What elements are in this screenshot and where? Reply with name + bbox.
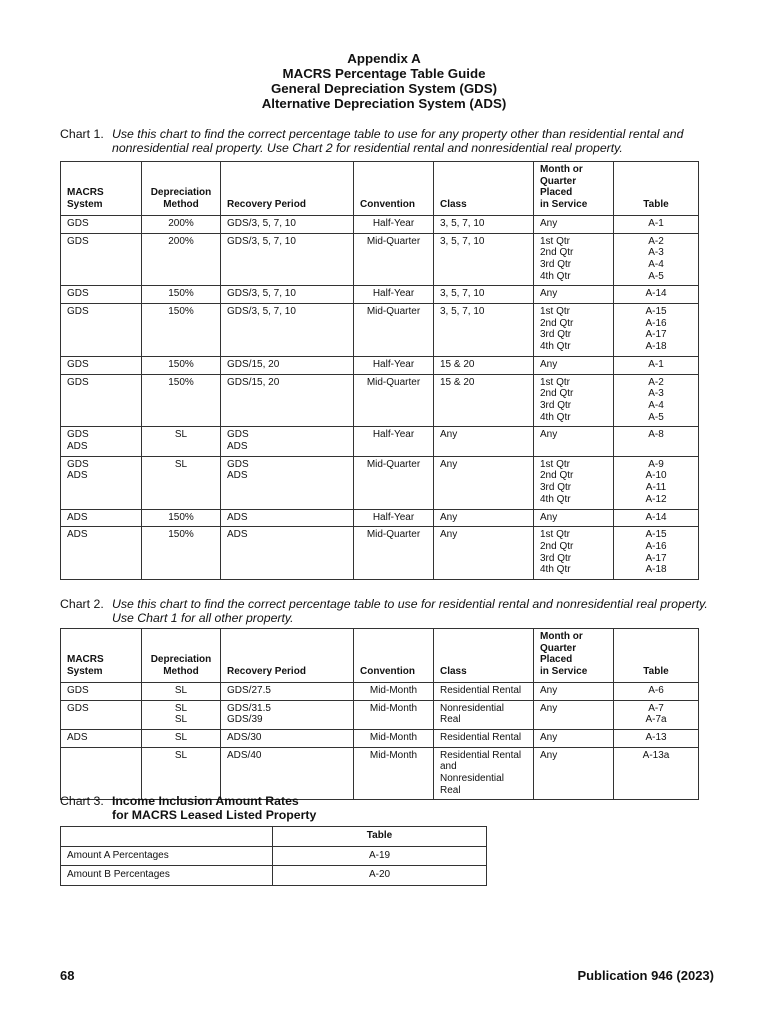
chart3-header-row (61, 827, 487, 847)
chart1-cell-class: Any (434, 509, 534, 527)
chart1-cell-recovery-period: GDS/3, 5, 7, 10 (221, 304, 354, 357)
chart1-header-table: Table (614, 162, 699, 216)
chart2-header-recovery-period: Recovery Period (221, 629, 354, 683)
chart2-cell-class: Residential Rental (434, 729, 534, 747)
table-row (61, 846, 487, 866)
chart1-cell-recovery-period: GDS ADS (221, 456, 354, 509)
chart1-cell-convention: Half-Year (354, 509, 434, 527)
chart1-cell-macrs-system: GDS (61, 356, 142, 374)
chart2-header-table: Table (614, 629, 699, 683)
chart3-title-line2: for MACRS Leased Listed Property (112, 807, 317, 822)
chart1-header-macrs-system: MACRS System (61, 162, 142, 216)
chart3-intro (60, 795, 720, 822)
chart2-cell-recovery-period: GDS/27.5 (221, 682, 354, 700)
chart2-cell-placed-in-service: Any (534, 747, 614, 800)
chart2-cell-class: Nonresidential Real (434, 700, 534, 729)
chart1-cell-table: A-1 (614, 215, 699, 233)
chart1-cell-placed-in-service: Any (534, 215, 614, 233)
chart1-cell-recovery-period: GDS/3, 5, 7, 10 (221, 286, 354, 304)
table-row (61, 866, 487, 886)
ads-title: Alternative Depreciation System (ADS) (261, 96, 507, 111)
chart1-cell-class: 3, 5, 7, 10 (434, 304, 534, 357)
chart1-cell-recovery-period: ADS (221, 509, 354, 527)
chart2-cell-macrs-system: GDS (61, 682, 142, 700)
chart3-label: Chart 3. (60, 794, 104, 808)
table-row (61, 527, 699, 580)
chart1-cell-depreciation-method: 200% (142, 233, 221, 286)
chart1-cell-macrs-system: GDS (61, 304, 142, 357)
chart1-cell-class: 15 & 20 (434, 374, 534, 427)
chart1-cell-table: A-15 A-16 A-17 A-18 (614, 527, 699, 580)
chart3-title-line1: Income Inclusion Amount Rates (112, 794, 299, 808)
chart1-cell-recovery-period: ADS (221, 527, 354, 580)
chart2-cell-placed-in-service: Any (534, 729, 614, 747)
chart2-cell-class: Residential Rental and Nonresidential Real (434, 747, 534, 800)
table-row (61, 215, 699, 233)
chart1-cell-placed-in-service: 1st Qtr 2nd Qtr 3rd Qtr 4th Qtr (534, 456, 614, 509)
chart2-cell-depreciation-method: SL SL (142, 700, 221, 729)
chart1-cell-macrs-system: ADS (61, 509, 142, 527)
chart1-cell-class: Any (434, 427, 534, 456)
chart1-header-depreciation-method: Depreciation Method (142, 162, 221, 216)
chart2-cell-macrs-system: ADS (61, 729, 142, 747)
chart3-header-table: Table (273, 827, 487, 847)
chart3-cell-item: Amount A Percentages (61, 846, 273, 866)
guide-title: MACRS Percentage Table Guide (282, 66, 486, 81)
table-row (61, 509, 699, 527)
table-row (61, 286, 699, 304)
chart2-cell-convention: Mid-Month (354, 747, 434, 800)
chart2-body (61, 682, 699, 800)
chart3-cell-table: A-20 (273, 866, 487, 886)
chart1-cell-macrs-system: GDS ADS (61, 427, 142, 456)
chart3-header-blank (61, 827, 273, 847)
chart1-cell-table: A-14 (614, 509, 699, 527)
chart1-cell-recovery-period: GDS/3, 5, 7, 10 (221, 215, 354, 233)
chart2-cell-depreciation-method: SL (142, 729, 221, 747)
chart1-header-class: Class (434, 162, 534, 216)
chart2-header-macrs-system: MACRS System (61, 629, 142, 683)
chart1-header-convention: Convention (354, 162, 434, 216)
chart1-cell-convention: Mid-Quarter (354, 304, 434, 357)
chart2-cell-macrs-system (61, 747, 142, 800)
chart1-cell-recovery-period: GDS ADS (221, 427, 354, 456)
chart3-cell-item: Amount B Percentages (61, 866, 273, 886)
chart1-cell-convention: Half-Year (354, 356, 434, 374)
chart1-instructions: Use this chart to find the correct percentage table to use for any property other than residential rental and nonresidential real property. Use Chart 2 for residential rental and nonresidential real property. (112, 127, 684, 155)
chart1-table (60, 161, 699, 580)
chart1-cell-table: A-8 (614, 427, 699, 456)
table-row (61, 427, 699, 456)
chart1-cell-placed-in-service: 1st Qtr 2nd Qtr 3rd Qtr 4th Qtr (534, 233, 614, 286)
chart1-cell-class: Any (434, 456, 534, 509)
appendix-title-block (0, 51, 768, 111)
chart1-cell-depreciation-method: 200% (142, 215, 221, 233)
appendix-title: Appendix A (347, 51, 421, 66)
chart1-cell-macrs-system: GDS ADS (61, 456, 142, 509)
chart1-cell-convention: Mid-Quarter (354, 233, 434, 286)
chart2-cell-convention: Mid-Month (354, 729, 434, 747)
chart1-cell-placed-in-service: 1st Qtr 2nd Qtr 3rd Qtr 4th Qtr (534, 374, 614, 427)
chart1-header-placed-in-service: Month or Quarter Placed in Service (534, 162, 614, 216)
chart1-cell-depreciation-method: SL (142, 456, 221, 509)
chart1-cell-depreciation-method: 150% (142, 304, 221, 357)
chart2-cell-convention: Mid-Month (354, 682, 434, 700)
chart2-instructions: Use this chart to find the correct percentage table to use for residential rental and nonresidential real property. Use Chart 1 for all other property. (112, 597, 708, 625)
chart2-header-placed-in-service: Month or Quarter Placed in Service (534, 629, 614, 683)
chart2-cell-table: A-13 (614, 729, 699, 747)
table-row (61, 700, 699, 729)
chart1-cell-table: A-15 A-16 A-17 A-18 (614, 304, 699, 357)
chart1-header-recovery-period: Recovery Period (221, 162, 354, 216)
chart2-cell-table: A-7 A-7a (614, 700, 699, 729)
chart1-cell-depreciation-method: 150% (142, 374, 221, 427)
chart1-cell-table: A-1 (614, 356, 699, 374)
table-row (61, 747, 699, 800)
chart1-cell-placed-in-service: Any (534, 427, 614, 456)
chart2-header-convention: Convention (354, 629, 434, 683)
chart1-cell-class: 3, 5, 7, 10 (434, 215, 534, 233)
chart1-cell-depreciation-method: SL (142, 427, 221, 456)
chart1-intro (60, 128, 720, 155)
chart1-cell-convention: Mid-Quarter (354, 527, 434, 580)
chart1-cell-convention: Mid-Quarter (354, 456, 434, 509)
chart2-label: Chart 2. (60, 597, 104, 611)
chart1-cell-table: A-2 A-3 A-4 A-5 (614, 374, 699, 427)
chart2-header-class: Class (434, 629, 534, 683)
chart1-cell-depreciation-method: 150% (142, 286, 221, 304)
chart1-cell-depreciation-method: 150% (142, 356, 221, 374)
chart1-cell-placed-in-service: 1st Qtr 2nd Qtr 3rd Qtr 4th Qtr (534, 304, 614, 357)
chart2-table (60, 628, 699, 800)
chart2-cell-recovery-period: GDS/31.5 GDS/39 (221, 700, 354, 729)
chart1-cell-convention: Half-Year (354, 215, 434, 233)
gds-title: General Depreciation System (GDS) (270, 81, 498, 96)
chart1-cell-placed-in-service: 1st Qtr 2nd Qtr 3rd Qtr 4th Qtr (534, 527, 614, 580)
chart1-cell-table: A-2 A-3 A-4 A-5 (614, 233, 699, 286)
chart2-cell-class: Residential Rental (434, 682, 534, 700)
chart2-cell-table: A-13a (614, 747, 699, 800)
chart1-cell-recovery-period: GDS/15, 20 (221, 356, 354, 374)
chart2-cell-placed-in-service: Any (534, 682, 614, 700)
chart1-cell-table: A-14 (614, 286, 699, 304)
chart2-cell-table: A-6 (614, 682, 699, 700)
chart1-cell-class: Any (434, 527, 534, 580)
chart1-cell-convention: Half-Year (354, 286, 434, 304)
chart3-cell-table: A-19 (273, 846, 487, 866)
chart1-cell-convention: Mid-Quarter (354, 374, 434, 427)
chart2-cell-recovery-period: ADS/30 (221, 729, 354, 747)
chart1-cell-macrs-system: GDS (61, 215, 142, 233)
chart3-table (60, 826, 487, 886)
chart1-cell-recovery-period: GDS/3, 5, 7, 10 (221, 233, 354, 286)
table-row (61, 456, 699, 509)
chart1-cell-macrs-system: GDS (61, 233, 142, 286)
chart2-cell-depreciation-method: SL (142, 747, 221, 800)
chart1-cell-recovery-period: GDS/15, 20 (221, 374, 354, 427)
chart2-cell-macrs-system: GDS (61, 700, 142, 729)
chart1-body (61, 215, 699, 579)
table-row (61, 729, 699, 747)
chart1-cell-placed-in-service: Any (534, 356, 614, 374)
chart1-cell-convention: Half-Year (354, 427, 434, 456)
chart1-cell-class: 3, 5, 7, 10 (434, 233, 534, 286)
table-row (61, 304, 699, 357)
chart1-cell-class: 3, 5, 7, 10 (434, 286, 534, 304)
chart1-header-row (61, 162, 699, 216)
chart1-label: Chart 1. (60, 127, 104, 141)
chart2-intro (60, 598, 720, 625)
chart1-cell-class: 15 & 20 (434, 356, 534, 374)
chart2-cell-depreciation-method: SL (142, 682, 221, 700)
table-row (61, 233, 699, 286)
table-row (61, 374, 699, 427)
table-row (61, 356, 699, 374)
chart1-cell-placed-in-service: Any (534, 286, 614, 304)
chart2-header-row (61, 629, 699, 683)
chart1-cell-macrs-system: GDS (61, 286, 142, 304)
chart2-header-depreciation-method: Depreciation Method (142, 629, 221, 683)
page-number: 68 (60, 968, 75, 983)
chart1-cell-macrs-system: GDS (61, 374, 142, 427)
chart1-cell-placed-in-service: Any (534, 509, 614, 527)
publication-footer: Publication 946 (2023) (577, 968, 714, 983)
chart2-cell-placed-in-service: Any (534, 700, 614, 729)
chart1-cell-table: A-9 A-10 A-11 A-12 (614, 456, 699, 509)
chart1-cell-depreciation-method: 150% (142, 527, 221, 580)
chart2-cell-recovery-period: ADS/40 (221, 747, 354, 800)
chart2-cell-convention: Mid-Month (354, 700, 434, 729)
table-row (61, 682, 699, 700)
chart1-cell-depreciation-method: 150% (142, 509, 221, 527)
chart1-cell-macrs-system: ADS (61, 527, 142, 580)
